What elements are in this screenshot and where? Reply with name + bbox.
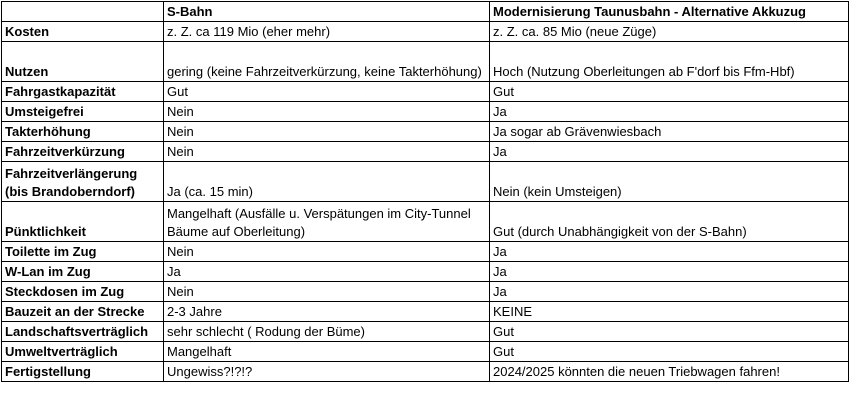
row-label: W-Lan im Zug [2, 262, 164, 282]
row-label: Landschaftsverträglich [2, 322, 164, 342]
header-modernisierung: Modernisierung Taunusbahn - Alternative Akkuzug [490, 2, 849, 22]
cell-sbahn: gering (keine Fahrzeitverkürzung, keine Takterhöhung) [164, 42, 490, 82]
cell-sbahn: sehr schlecht ( Rodung der Büme) [164, 322, 490, 342]
cell-modernisierung: 2024/2025 könnten die neuen Triebwagen fahren! [490, 362, 849, 382]
row-label: Bauzeit an der Strecke [2, 302, 164, 322]
cell-sbahn: Nein [164, 242, 490, 262]
cell-modernisierung: Gut [490, 342, 849, 362]
cell-modernisierung: Ja [490, 242, 849, 262]
cell-modernisierung: Ja [490, 262, 849, 282]
table-row [2, 122, 849, 142]
comparison-table [1, 1, 849, 382]
cell-sbahn: Nein [164, 142, 490, 162]
row-label: Nutzen [2, 42, 164, 82]
cell-sbahn: Ja [164, 262, 490, 282]
cell-sbahn: Nein [164, 282, 490, 302]
table-row [2, 322, 849, 342]
table-row [2, 262, 849, 282]
table-row [2, 202, 849, 242]
table-row [2, 162, 849, 202]
row-label: Umsteigefrei [2, 102, 164, 122]
row-label: Fahrzeitverkürzung [2, 142, 164, 162]
cell-modernisierung: KEINE [490, 302, 849, 322]
cell-sbahn: Ungewiss?!?!? [164, 362, 490, 382]
cell-sbahn: 2-3 Jahre [164, 302, 490, 322]
header-corner-cell [2, 2, 164, 22]
row-label: Toilette im Zug [2, 242, 164, 262]
table-header-row [2, 2, 849, 22]
cell-modernisierung: Gut (durch Unabhängigkeit von der S-Bahn) [490, 202, 849, 242]
cell-modernisierung: Gut [490, 322, 849, 342]
table-row [2, 362, 849, 382]
row-label: Fahrgastkapazität [2, 82, 164, 102]
row-label: Kosten [2, 22, 164, 42]
cell-modernisierung: Nein (kein Umsteigen) [490, 162, 849, 202]
cell-modernisierung: Ja [490, 102, 849, 122]
cell-sbahn: Nein [164, 122, 490, 142]
row-label: Takterhöhung [2, 122, 164, 142]
table-row [2, 82, 849, 102]
table-row [2, 42, 849, 82]
table-row [2, 102, 849, 122]
table-row [2, 282, 849, 302]
cell-sbahn: Gut [164, 82, 490, 102]
table-row [2, 22, 849, 42]
row-label: Pünktlichkeit [2, 202, 164, 242]
cell-modernisierung: Hoch (Nutzung Oberleitungen ab F'dorf bis Ffm-Hbf) [490, 42, 849, 82]
table-row [2, 342, 849, 362]
table-row [2, 242, 849, 262]
cell-sbahn: z. Z. ca 119 Mio (eher mehr) [164, 22, 490, 42]
cell-sbahn: Mangelhaft [164, 342, 490, 362]
cell-modernisierung: Gut [490, 82, 849, 102]
cell-modernisierung: z. Z. ca. 85 Mio (neue Züge) [490, 22, 849, 42]
row-label: Umweltverträglich [2, 342, 164, 362]
cell-modernisierung: Ja sogar ab Grävenwiesbach [490, 122, 849, 142]
table-row [2, 302, 849, 322]
row-label: Fahrzeitverlängerung (bis Brandoberndorf) [2, 162, 164, 202]
cell-modernisierung: Ja [490, 142, 849, 162]
cell-sbahn: Nein [164, 102, 490, 122]
cell-modernisierung: Ja [490, 282, 849, 302]
cell-sbahn: Mangelhaft (Ausfälle u. Verspätungen im City-Tunnel Bäume auf Oberleitung) [164, 202, 490, 242]
cell-sbahn: Ja (ca. 15 min) [164, 162, 490, 202]
header-sbahn: S-Bahn [164, 2, 490, 22]
row-label: Fertigstellung [2, 362, 164, 382]
row-label: Steckdosen im Zug [2, 282, 164, 302]
table-row [2, 142, 849, 162]
